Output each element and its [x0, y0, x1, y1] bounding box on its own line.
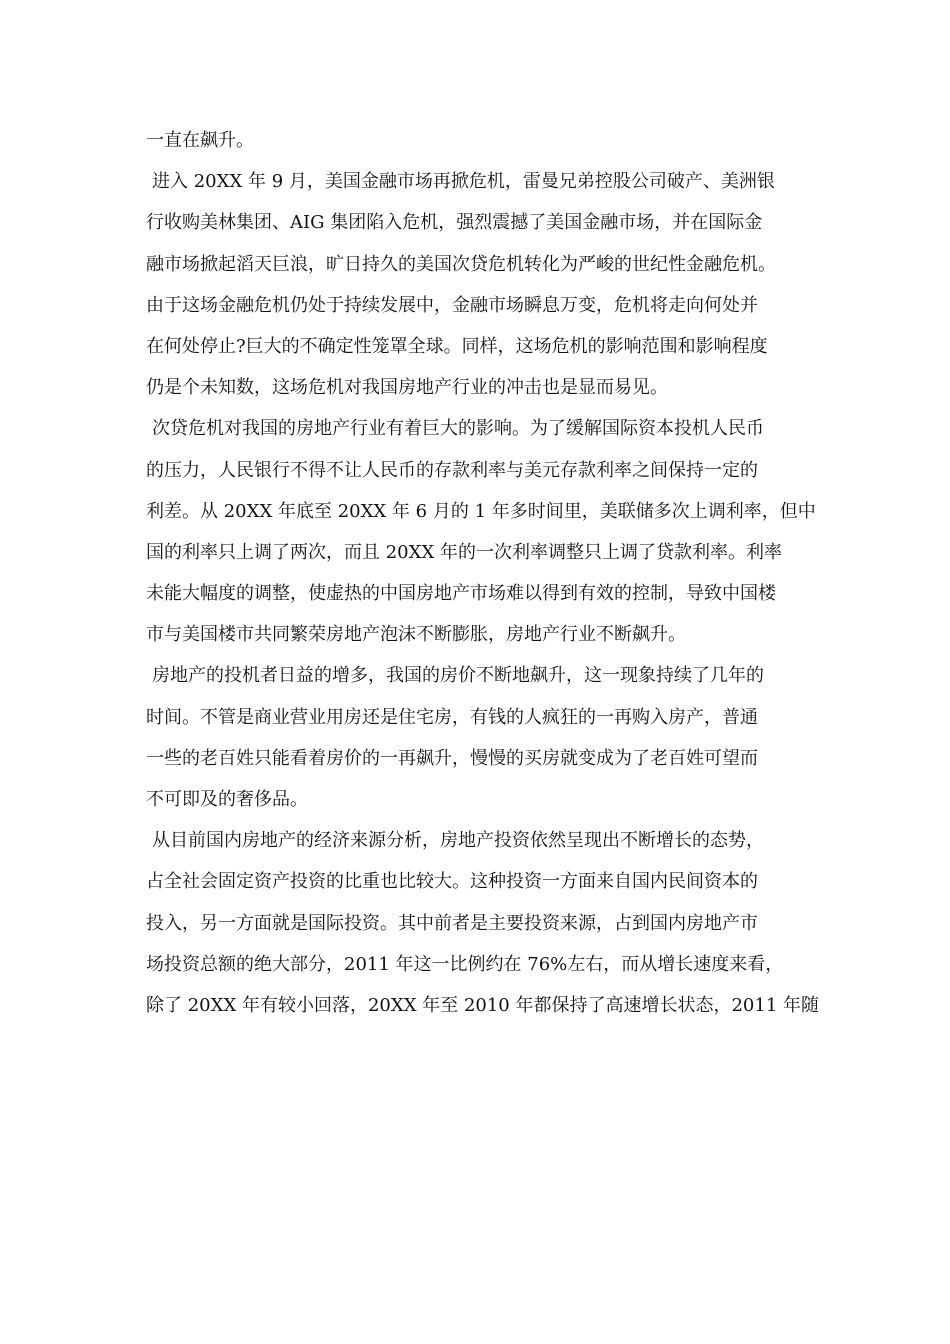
text-line: 融市场掀起滔天巨浪，旷日持久的美国次贷危机转化为严峻的世纪性金融危机。 — [146, 253, 776, 275]
text-line: 不可即及的奢侈品。 — [146, 789, 308, 810]
text-line: 除了 20XX 年有较小回落，20XX 年至 2010 年都保持了高速增长状态，2011 年随 — [146, 994, 820, 1016]
text-line: 未能大幅度的调整，使虚热的中国房地产市场难以得到有效的控制，导致中国楼 — [146, 583, 776, 605]
text-line: 时间。不管是商业营业用房还是住宅房，有钱的人疯狂的一再购入房产，普通 — [146, 706, 758, 728]
text-line: 投入，另一方面就是国际投资。其中前者是主要投资来源，占到国内房地产市 — [146, 912, 758, 934]
text-line: 市与美国楼市共同繁荣房地产泡沫不断膨胀，房地产行业不断飙升。 — [146, 624, 686, 646]
text-line: 国的利率只上调了两次，而且 20XX 年的一次利率调整只上调了贷款利率。利率 — [146, 541, 782, 563]
paragraph-start-line: 从目前国内房地产的经济来源分析，房地产投资依然呈现出不断增长的态势， — [152, 830, 764, 852]
text-line: 行收购美林集团、AIG 集团陷入危机，强烈震撼了美国金融市场，并在国际金 — [146, 212, 763, 234]
text-line: 在何处停止?巨大的不确定性笼罩全球。同样，这场危机的影响范围和影响程度 — [146, 335, 768, 357]
text-line: 由于这场金融危机仍处于持续发展中，金融市场瞬息万变，危机将走向何处并 — [146, 294, 758, 316]
text-line: 占全社会固定资产投资的比重也比较大。这种投资一方面来自国内民间资本的 — [146, 871, 758, 893]
text-line: 的压力，人民银行不得不让人民币的存款利率与美元存款利率之间保持一定的 — [146, 459, 758, 481]
text-line: 一直在飙升。 — [146, 130, 254, 151]
body-text — [146, 120, 826, 1026]
text-line: 一些的老百姓只能看着房价的一再飙升，慢慢的买房就变成为了老百姓可望而 — [146, 747, 758, 769]
text-line: 利差。从 20XX 年底至 20XX 年 6 月的 1 年多时间里，美联储多次上调利率，但中 — [146, 500, 816, 522]
paragraph-start-line: 进入 20XX 年 9 月，美国金融市场再掀危机，雷曼兄弟控股公司破产、美洲银 — [152, 171, 775, 193]
paragraph-start-line: 次贷危机对我国的房地产行业有着巨大的影响。为了缓解国际资本投机人民币 — [152, 418, 764, 440]
paragraph-start-line: 房地产的投机者日益的增多，我国的房价不断地飙升，这一现象持续了几年的 — [152, 665, 764, 687]
text-line: 场投资总额的绝大部分，2011 年这一比例约在 76%左右，而从增长速度来看， — [146, 953, 784, 975]
text-line: 仍是个未知数，这场危机对我国房地产行业的冲击也是显而易见。 — [146, 377, 668, 399]
